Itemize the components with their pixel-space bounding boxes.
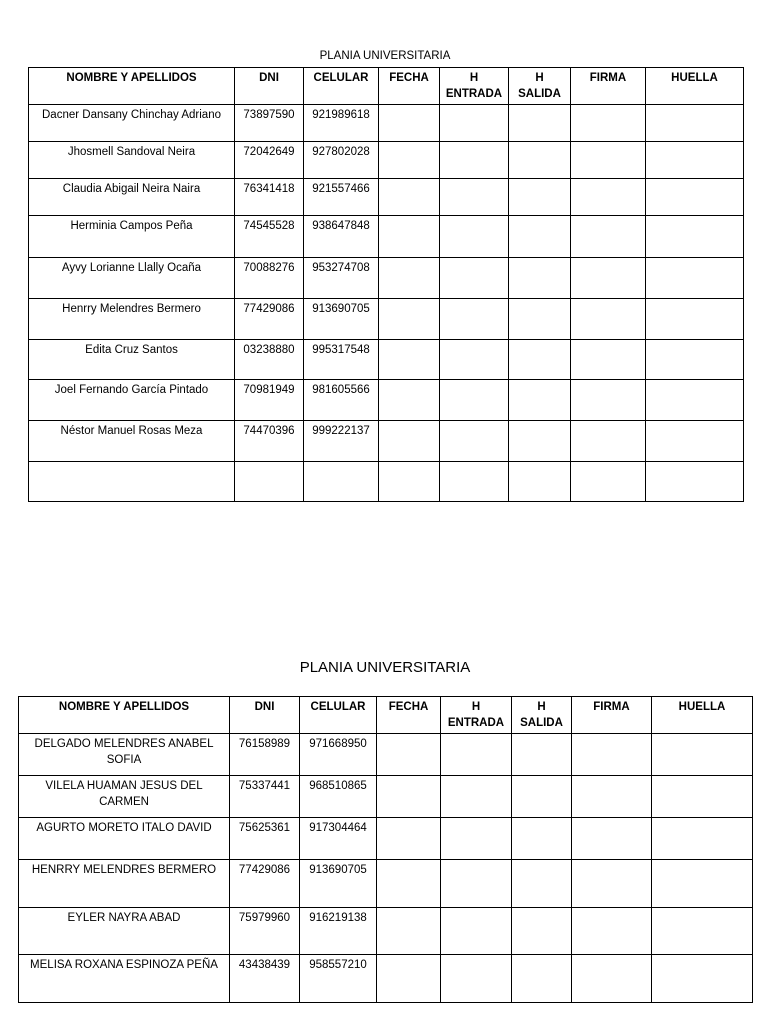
signature-cell: [571, 462, 646, 502]
date-cell: [379, 142, 440, 179]
signature-cell: [571, 105, 646, 142]
phone-cell: 999222137: [304, 421, 379, 462]
signature-cell: [571, 340, 646, 380]
dni-cell: [235, 462, 304, 502]
fingerprint-cell: [646, 142, 744, 179]
date-cell: [379, 258, 440, 299]
phone-cell: 921989618: [304, 105, 379, 142]
entry-time-cell: [440, 340, 509, 380]
table-row: [19, 955, 753, 1003]
table-row: [29, 105, 744, 142]
name-cell: AGURTO MORETO ITALO DAVID: [19, 818, 230, 860]
column-header: HUELLA: [646, 68, 744, 105]
signature-cell: [572, 860, 652, 908]
table-row: [29, 380, 744, 421]
table-row: [29, 299, 744, 340]
exit-time-cell: [509, 258, 571, 299]
exit-time-cell: [509, 216, 571, 258]
dni-cell: 74470396: [235, 421, 304, 462]
fingerprint-cell: [646, 340, 744, 380]
phone-cell: 958557210: [300, 955, 377, 1003]
name-cell: Henrry Melendres Bermero: [29, 299, 235, 340]
exit-time-cell: [509, 421, 571, 462]
signature-cell: [571, 179, 646, 216]
date-cell: [377, 734, 441, 776]
entry-time-cell: [441, 860, 512, 908]
phone-cell: 927802028: [304, 142, 379, 179]
sheet2-body: [19, 734, 753, 1003]
signature-cell: [572, 955, 652, 1003]
date-cell: [377, 818, 441, 860]
sheet1-title: PLANIA UNIVERSITARIA: [319, 50, 451, 62]
sheet1-body: [29, 105, 744, 502]
sheet2-table: [18, 696, 753, 1003]
fingerprint-cell: [646, 380, 744, 421]
entry-time-cell: [440, 258, 509, 299]
exit-time-cell: [509, 380, 571, 421]
entry-time-cell: [441, 818, 512, 860]
signature-cell: [572, 776, 652, 818]
sheet1-header-row: [29, 68, 744, 105]
table-row: [19, 776, 753, 818]
column-header: H SALIDA: [509, 68, 571, 105]
dni-cell: 75625361: [230, 818, 300, 860]
signature-cell: [572, 908, 652, 955]
column-header: DNI: [235, 68, 304, 105]
phone-cell: 995317548: [304, 340, 379, 380]
date-cell: [379, 380, 440, 421]
date-cell: [379, 105, 440, 142]
phone-cell: 981605566: [304, 380, 379, 421]
sheet2-header-row: [19, 697, 753, 734]
fingerprint-cell: [652, 734, 753, 776]
date-cell: [379, 421, 440, 462]
dni-cell: 76158989: [230, 734, 300, 776]
fingerprint-cell: [652, 818, 753, 860]
date-cell: [379, 216, 440, 258]
table-row: [19, 734, 753, 776]
signature-cell: [572, 818, 652, 860]
name-cell: VILELA HUAMAN JESUS DEL CARMEN: [19, 776, 230, 818]
dni-cell: 75337441: [230, 776, 300, 818]
name-cell: Néstor Manuel Rosas Meza: [29, 421, 235, 462]
date-cell: [377, 908, 441, 955]
table-row: [29, 421, 744, 462]
exit-time-cell: [509, 299, 571, 340]
column-header: HUELLA: [652, 697, 753, 734]
name-cell: Edita Cruz Santos: [29, 340, 235, 380]
table-row: [29, 340, 744, 380]
exit-time-cell: [512, 908, 572, 955]
table-row: [19, 818, 753, 860]
table-row: [19, 860, 753, 908]
entry-time-cell: [441, 776, 512, 818]
name-cell: Ayvy Lorianne Llally Ocaña: [29, 258, 235, 299]
name-cell: Jhosmell Sandoval Neira: [29, 142, 235, 179]
phone-cell: 921557466: [304, 179, 379, 216]
date-cell: [377, 955, 441, 1003]
dni-cell: 73897590: [235, 105, 304, 142]
entry-time-cell: [441, 955, 512, 1003]
signature-cell: [571, 421, 646, 462]
column-header: FIRMA: [571, 68, 646, 105]
signature-cell: [571, 258, 646, 299]
signature-cell: [571, 380, 646, 421]
date-cell: [379, 179, 440, 216]
sheet1-table: [28, 67, 744, 502]
date-cell: [379, 462, 440, 502]
column-header: CELULAR: [300, 697, 377, 734]
column-header: H ENTRADA: [441, 697, 512, 734]
phone-cell: 916219138: [300, 908, 377, 955]
signature-cell: [571, 142, 646, 179]
dni-cell: 75979960: [230, 908, 300, 955]
exit-time-cell: [509, 142, 571, 179]
fingerprint-cell: [652, 860, 753, 908]
dni-cell: 72042649: [235, 142, 304, 179]
phone-cell: 971668950: [300, 734, 377, 776]
signature-cell: [571, 299, 646, 340]
entry-time-cell: [440, 142, 509, 179]
entry-time-cell: [440, 216, 509, 258]
dni-cell: 77429086: [235, 299, 304, 340]
phone-cell: 938647848: [304, 216, 379, 258]
name-cell: Joel Fernando García Pintado: [29, 380, 235, 421]
exit-time-cell: [509, 462, 571, 502]
dni-cell: 70088276: [235, 258, 304, 299]
table-row: [29, 142, 744, 179]
exit-time-cell: [512, 776, 572, 818]
phone-cell: 917304464: [300, 818, 377, 860]
entry-time-cell: [440, 179, 509, 216]
fingerprint-cell: [652, 908, 753, 955]
column-header: H SALIDA: [512, 697, 572, 734]
column-header: CELULAR: [304, 68, 379, 105]
dni-cell: 77429086: [230, 860, 300, 908]
exit-time-cell: [512, 860, 572, 908]
name-cell: Dacner Dansany Chinchay Adriano: [29, 105, 235, 142]
table-row: [29, 179, 744, 216]
phone-cell: 953274708: [304, 258, 379, 299]
exit-time-cell: [512, 818, 572, 860]
name-cell: MELISA ROXANA ESPINOZA PEÑA: [19, 955, 230, 1003]
entry-time-cell: [440, 462, 509, 502]
name-cell: HENRRY MELENDRES BERMERO: [19, 860, 230, 908]
fingerprint-cell: [646, 179, 744, 216]
name-cell: EYLER NAYRA ABAD: [19, 908, 230, 955]
fingerprint-cell: [646, 421, 744, 462]
column-header: NOMBRE Y APELLIDOS: [19, 697, 230, 734]
name-cell: Herminia Campos Peña: [29, 216, 235, 258]
phone-cell: 968510865: [300, 776, 377, 818]
fingerprint-cell: [646, 216, 744, 258]
column-header: NOMBRE Y APELLIDOS: [29, 68, 235, 105]
dni-cell: 03238880: [235, 340, 304, 380]
column-header: FIRMA: [572, 697, 652, 734]
entry-time-cell: [440, 299, 509, 340]
dni-cell: 70981949: [235, 380, 304, 421]
sheet2-title: PLANIA UNIVERSITARIA: [299, 659, 471, 676]
dni-cell: 76341418: [235, 179, 304, 216]
exit-time-cell: [509, 179, 571, 216]
fingerprint-cell: [652, 955, 753, 1003]
table-row: [29, 258, 744, 299]
name-cell: DELGADO MELENDRES ANABEL SOFIA: [19, 734, 230, 776]
dni-cell: 43438439: [230, 955, 300, 1003]
phone-cell: 913690705: [304, 299, 379, 340]
table-row: [19, 908, 753, 955]
table-row: [29, 462, 744, 502]
name-cell: Claudia Abigail Neira Naira: [29, 179, 235, 216]
column-header: H ENTRADA: [440, 68, 509, 105]
exit-time-cell: [512, 955, 572, 1003]
phone-cell: 913690705: [300, 860, 377, 908]
entry-time-cell: [441, 734, 512, 776]
phone-cell: [304, 462, 379, 502]
fingerprint-cell: [652, 776, 753, 818]
fingerprint-cell: [646, 299, 744, 340]
name-cell: [29, 462, 235, 502]
table-row: [29, 216, 744, 258]
exit-time-cell: [509, 105, 571, 142]
entry-time-cell: [440, 105, 509, 142]
dni-cell: 74545528: [235, 216, 304, 258]
exit-time-cell: [509, 340, 571, 380]
entry-time-cell: [440, 380, 509, 421]
date-cell: [379, 340, 440, 380]
column-header: FECHA: [379, 68, 440, 105]
signature-cell: [571, 216, 646, 258]
fingerprint-cell: [646, 258, 744, 299]
entry-time-cell: [440, 421, 509, 462]
date-cell: [377, 776, 441, 818]
exit-time-cell: [512, 734, 572, 776]
date-cell: [379, 299, 440, 340]
date-cell: [377, 860, 441, 908]
entry-time-cell: [441, 908, 512, 955]
column-header: DNI: [230, 697, 300, 734]
signature-cell: [572, 734, 652, 776]
column-header: FECHA: [377, 697, 441, 734]
fingerprint-cell: [646, 105, 744, 142]
fingerprint-cell: [646, 462, 744, 502]
